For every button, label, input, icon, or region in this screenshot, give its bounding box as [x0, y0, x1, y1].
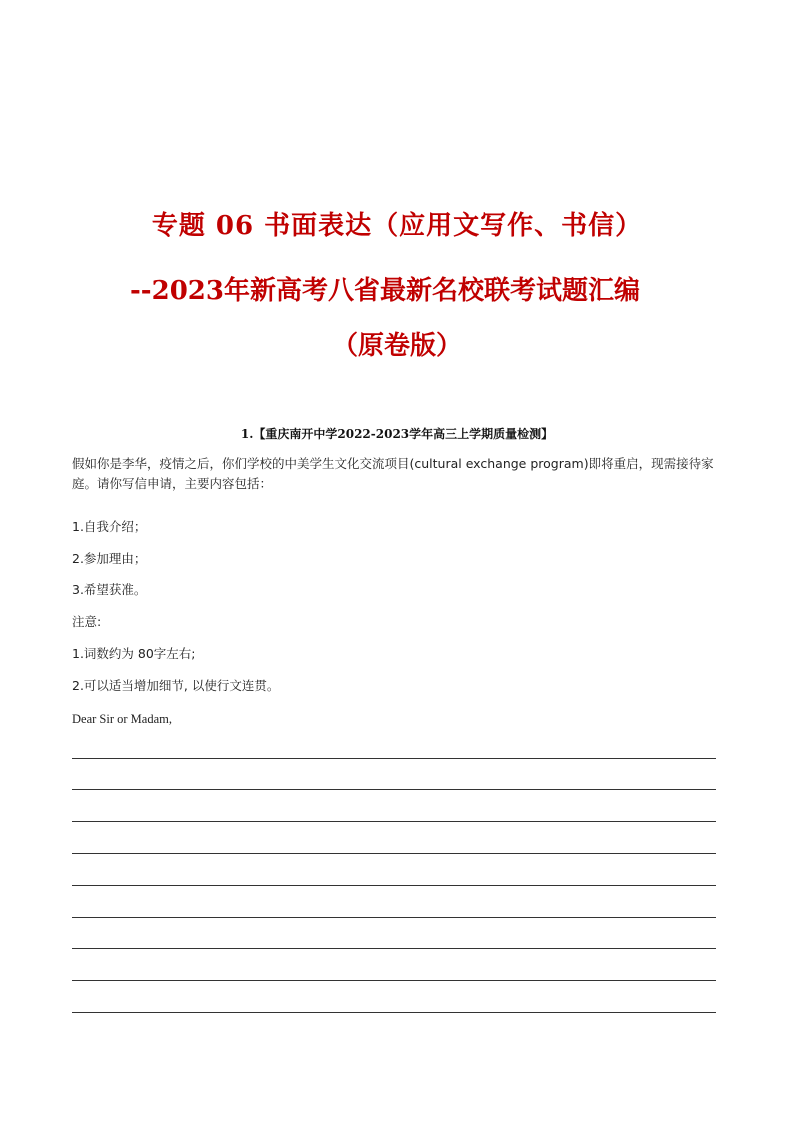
title-line-1: 专题 06 书面表达（应用文写作、书信）: [151, 211, 643, 241]
writing-line: [72, 758, 716, 759]
writing-line: [72, 948, 716, 949]
note-1: 1.词数约为 80字左右;: [72, 646, 196, 661]
question-heading: 1.【重庆南开中学2022-2023学年高三上学期质量检测】: [240, 427, 554, 441]
writing-line: [72, 853, 716, 854]
writing-line: [72, 1012, 716, 1013]
title-line-3: （原卷版）: [331, 331, 462, 361]
notes-label: 注意:: [72, 614, 102, 629]
note-2: 2.可以适当增加细节, 以使行文连贯。: [72, 678, 280, 693]
letter-greeting: Dear Sir or Madam,: [72, 712, 172, 726]
writing-line: [72, 885, 716, 886]
writing-line: [72, 917, 716, 918]
content-point-3: 3.希望获准。: [72, 582, 147, 597]
writing-line: [72, 789, 716, 790]
content-point-1: 1.自我介绍；: [72, 519, 147, 534]
writing-line: [72, 821, 716, 822]
content-point-2: 2.参加理由；: [72, 551, 147, 566]
title-line-2: --2023年新高考八省最新名校联考试题汇编: [130, 276, 640, 306]
writing-line: [72, 980, 716, 981]
question-intro: 假如你是李华，疫情之后，你们学校的中美学生文化交流项目(cultural exchange program)即将重启，现需接待家庭。请你写信申请，主要内容包括：: [72, 456, 714, 491]
